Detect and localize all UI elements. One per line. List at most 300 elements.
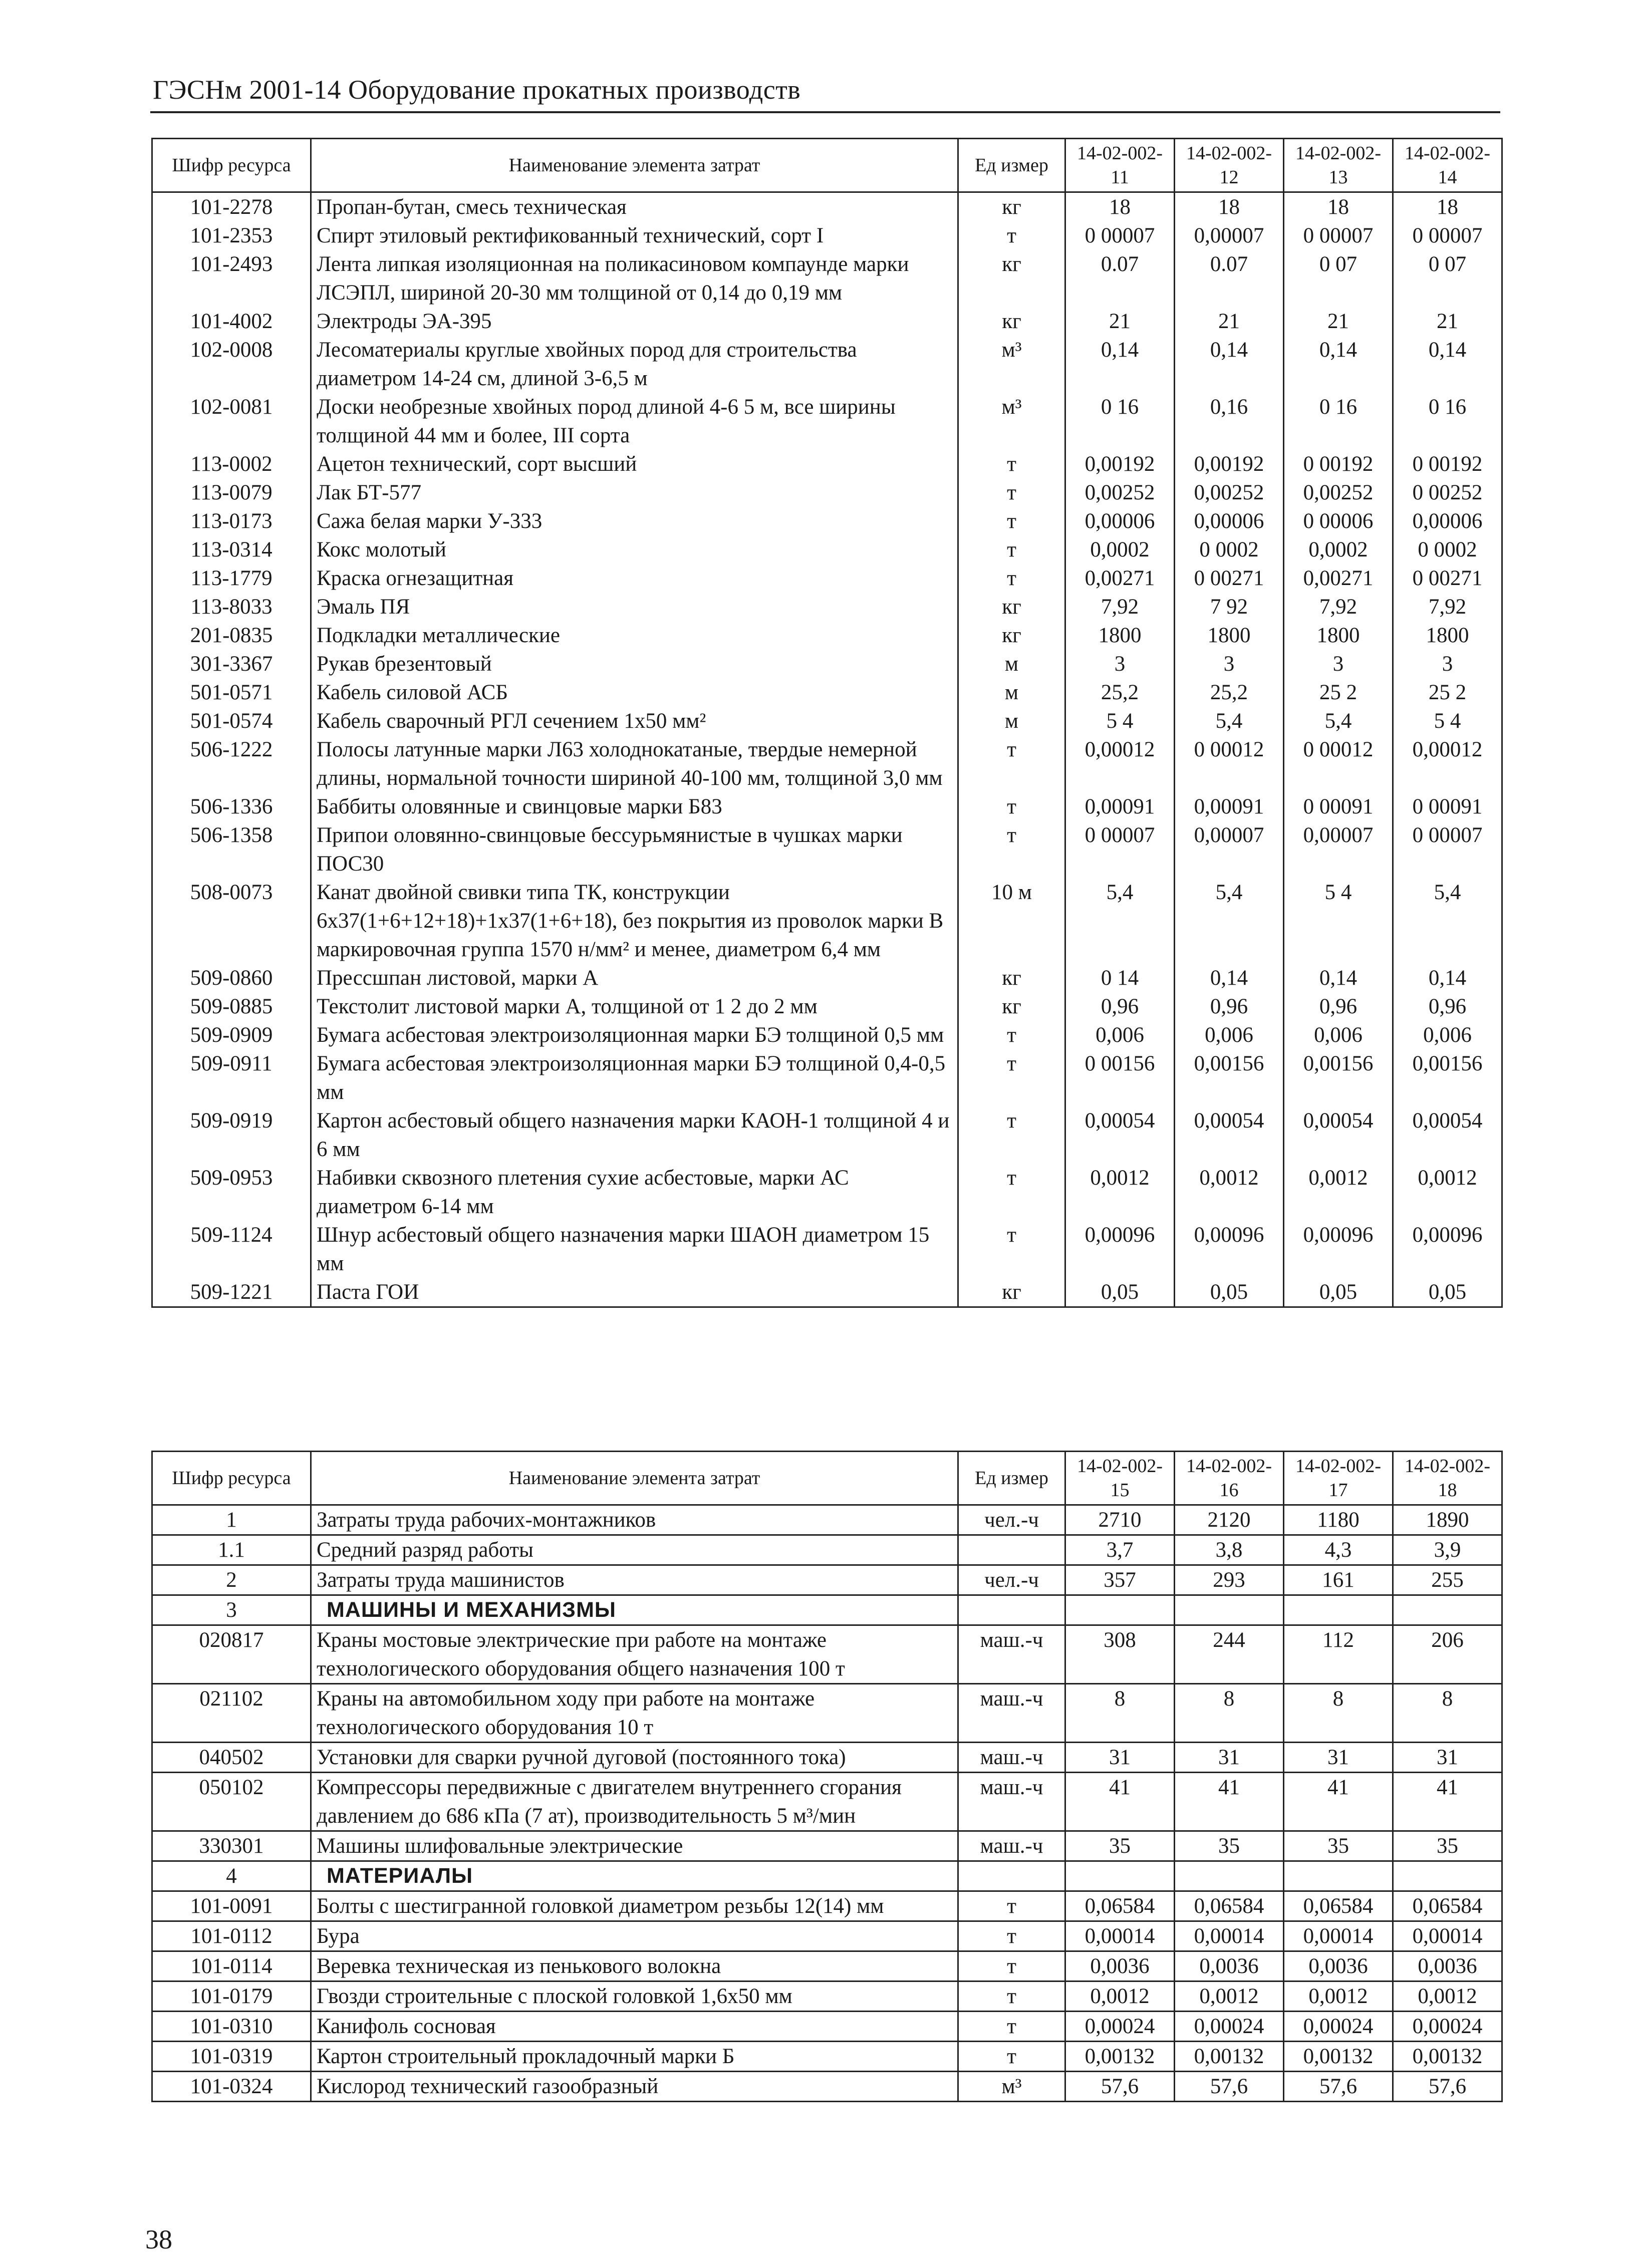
norm-value: 0,00007 [1175,821,1284,878]
col-header-norm-14: 14-02-002-14 [1393,139,1502,192]
norm-value: 18 [1393,192,1502,222]
resource-code: 501-0571 [152,678,311,707]
resource-name: Болты с шестигранной головкой диаметром резьбы 12(14) мм [311,1891,958,1921]
table-row [152,1505,1502,1535]
resource-code: 501-0574 [152,707,311,735]
unit-of-measure: т [958,221,1065,250]
norm-value: 0,0012 [1284,1981,1393,2012]
norm-value: 0,00271 [1284,564,1393,593]
resource-code: 113-0079 [152,478,311,507]
unit-of-measure: кг [958,250,1065,307]
resource-name: Краны на автомобильном ходу при работе на монтаже технологического оборудования 10 т [311,1684,958,1743]
resource-name: Краны мостовые электрические при работе на монтаже технологического оборудования общего назначения 100 т [311,1625,958,1684]
norm-value: 0,00132 [1065,2042,1175,2072]
section-row [152,1595,1502,1625]
table-row [152,1951,1502,1981]
table-row [152,450,1502,478]
resource-name: Машины шлифовальные электрические [311,1831,958,1861]
col-header-norm-12: 14-02-002-12 [1175,139,1284,192]
resource-name: Доски необрезные хвойных пород длиной 4-6 5 м, все ширины толщиной 44 мм и более, III сорта [311,393,958,450]
unit-of-measure: т [958,1164,1065,1221]
table-row [152,821,1502,878]
norm-value: 0,00132 [1393,2042,1502,2072]
norm-value: 1800 [1065,621,1175,650]
norm-value: 1800 [1175,621,1284,650]
resource-name: Кислород технический газообразный [311,2072,958,2102]
norm-value: 0 07 [1393,250,1502,307]
resource-code: 508-0073 [152,878,311,964]
unit-of-measure: маш.-ч [958,1831,1065,1861]
norm-value: 0.07 [1175,250,1284,307]
col-header-unit: Ед измер [958,1452,1065,1505]
resource-code: 102-0008 [152,336,311,393]
resource-code: 101-0179 [152,1981,311,2012]
resource-name: Бумага асбестовая электроизоляционная марки БЭ толщиной 0,5 мм [311,1021,958,1049]
unit-of-measure [958,1861,1065,1891]
resource-name: Бура [311,1921,958,1951]
unit-of-measure: т [958,735,1065,792]
norm-value: 0,00132 [1284,2042,1393,2072]
resource-code: 509-0860 [152,964,311,992]
norm-value: 21 [1284,307,1393,336]
norm-value: 0,00096 [1175,1221,1284,1278]
norm-value: 0,0002 [1284,535,1393,564]
norm-value: 0 00007 [1065,221,1175,250]
unit-of-measure: т [958,1951,1065,1981]
table-row [152,221,1502,250]
resource-code: 4 [152,1861,311,1891]
norm-value: 5,4 [1175,878,1284,964]
table-row [152,393,1502,450]
norm-value [1175,1595,1284,1625]
table-row [152,192,1502,222]
norm-value: 35 [1284,1831,1393,1861]
resource-code: 101-0324 [152,2072,311,2102]
unit-of-measure: маш.-ч [958,1743,1065,1773]
col-header-norm-13: 14-02-002-13 [1284,139,1393,192]
resource-code: 101-0114 [152,1951,311,1981]
resource-name: Компрессоры передвижные с двигателем внутреннего сгорания давлением до 686 кПа (7 ат), производительность 5 м³/мин [311,1773,958,1831]
norm-value: 57,6 [1175,2072,1284,2102]
norm-value: 0,00007 [1284,821,1393,878]
resource-name: Установки для сварки ручной дуговой (постоянного тока) [311,1743,958,1773]
norm-value: 0,96 [1175,992,1284,1021]
resource-name: Баббиты оловянные и свинцовые марки Б83 [311,792,958,821]
unit-of-measure: м [958,707,1065,735]
norm-value: 0 00271 [1175,564,1284,593]
norm-value: 0 00091 [1284,792,1393,821]
norm-value: 0 00007 [1065,821,1175,878]
norm-value [1284,1861,1393,1891]
norm-value: 8 [1065,1684,1175,1743]
norm-value: 0,00192 [1175,450,1284,478]
norm-value: 0,16 [1175,393,1284,450]
norm-value: 0,00054 [1393,1106,1502,1164]
unit-of-measure: кг [958,593,1065,621]
norm-value: 41 [1175,1773,1284,1831]
norm-value: 35 [1065,1831,1175,1861]
col-header-norm-17: 14-02-002-17 [1284,1452,1393,1505]
norm-value: 112 [1284,1625,1393,1684]
table-row [152,1625,1502,1684]
resource-code: 2 [152,1565,311,1595]
norm-value: 8 [1284,1684,1393,1743]
table-row [152,707,1502,735]
table-row [152,535,1502,564]
norm-value: 1890 [1393,1505,1502,1535]
resource-name: Веревка техническая из пенькового волокна [311,1951,958,1981]
unit-of-measure: т [958,535,1065,564]
table-row [152,1684,1502,1743]
norm-value: 0 00271 [1393,564,1502,593]
unit-of-measure: кг [958,1278,1065,1307]
norm-value: 0 00007 [1393,221,1502,250]
unit-of-measure: м³ [958,2072,1065,2102]
norm-value: 0 00007 [1284,221,1393,250]
resource-name: Текстолит листовой марки А, толщиной от 1 2 до 2 мм [311,992,958,1021]
norm-value: 0 16 [1393,393,1502,450]
norm-value: 0,06584 [1065,1891,1175,1921]
norm-value: 0,00096 [1284,1221,1393,1278]
norm-value: 41 [1284,1773,1393,1831]
page-number: 38 [145,2224,172,2254]
resource-table-main [151,138,1503,1308]
resource-name: Прессшпан листовой, марки А [311,964,958,992]
resource-name: Затраты труда рабочих-монтажников [311,1505,958,1535]
unit-of-measure: т [958,1221,1065,1278]
resource-code: 113-0173 [152,507,311,535]
unit-of-measure: кг [958,992,1065,1021]
unit-of-measure [958,1535,1065,1565]
norm-value: 0,006 [1175,1021,1284,1049]
norm-value: 0,06584 [1393,1891,1502,1921]
norm-value: 0,14 [1393,964,1502,992]
table-row [152,1891,1502,1921]
unit-of-measure [958,1595,1065,1625]
resource-code: 1 [152,1505,311,1535]
norm-value: 0,00252 [1284,478,1393,507]
norm-value: 0.07 [1065,250,1175,307]
page-header: ГЭСНм 2001-14 Оборудование прокатных производств [153,75,801,105]
norm-value: 0 16 [1065,393,1175,450]
norm-value: 7,92 [1393,593,1502,621]
norm-value: 0,00054 [1175,1106,1284,1164]
unit-of-measure: т [958,1921,1065,1951]
norm-value: 0,0002 [1065,535,1175,564]
col-header-norm-18: 14-02-002-18 [1393,1452,1502,1505]
table-row [152,992,1502,1021]
unit-of-measure: маш.-ч [958,1625,1065,1684]
table-row [152,593,1502,621]
norm-value: 31 [1175,1743,1284,1773]
norm-value: 0,00096 [1065,1221,1175,1278]
resource-code: 021102 [152,1684,311,1743]
norm-value: 0,0012 [1393,1981,1502,2012]
norm-value [1065,1595,1175,1625]
resource-name: Кабель сварочный РГЛ сечением 1х50 мм² [311,707,958,735]
norm-value: 0,00012 [1393,735,1502,792]
resource-name: МАШИНЫ И МЕХАНИЗМЫ [311,1595,958,1625]
norm-value: 244 [1175,1625,1284,1684]
norm-value: 0,00014 [1393,1921,1502,1951]
norm-value: 1800 [1284,621,1393,650]
norm-value: 0 00012 [1175,735,1284,792]
table-row [152,1221,1502,1278]
col-header-norm-15: 14-02-002-15 [1065,1452,1175,1505]
unit-of-measure: т [958,564,1065,593]
norm-value: 1180 [1284,1505,1393,1535]
resource-code: 509-0911 [152,1049,311,1106]
resource-code: 101-0310 [152,2012,311,2042]
norm-value: 0,14 [1393,336,1502,393]
col-header-name: Наименование элемента затрат [311,1452,958,1505]
norm-value: 5 4 [1284,878,1393,964]
table-row [152,1773,1502,1831]
resource-name: Картон строительный прокладочный марки Б [311,2042,958,2072]
col-header-norm-16: 14-02-002-16 [1175,1452,1284,1505]
norm-value: 0,00012 [1065,735,1175,792]
table-header-row [152,139,1502,192]
resource-name: Бумага асбестовая электроизоляционная марки БЭ толщиной 0,4-0,5 мм [311,1049,958,1106]
table-row [152,1049,1502,1106]
norm-value: 57,6 [1393,2072,1502,2102]
resource-code: 201-0835 [152,621,311,650]
unit-of-measure: чел.-ч [958,1505,1065,1535]
norm-value: 3 [1065,650,1175,678]
resource-code: 509-0919 [152,1106,311,1164]
norm-value: 57,6 [1284,2072,1393,2102]
table-row [152,621,1502,650]
norm-value: 3,9 [1393,1535,1502,1565]
norm-value: 0,00192 [1065,450,1175,478]
unit-of-measure: т [958,1021,1065,1049]
norm-value: 0,06584 [1175,1891,1284,1921]
table-row [152,1743,1502,1773]
norm-value: 4,3 [1284,1535,1393,1565]
resource-code: 050102 [152,1773,311,1831]
norm-value: 18 [1065,192,1175,222]
resource-code: 101-2493 [152,250,311,307]
norm-value: 7,92 [1065,593,1175,621]
table-row [152,250,1502,307]
norm-value: 5,4 [1284,707,1393,735]
unit-of-measure: кг [958,964,1065,992]
col-header-code: Шифр ресурса [152,139,311,192]
table-row [152,1278,1502,1307]
table-row [152,2012,1502,2042]
unit-of-measure: т [958,821,1065,878]
norm-value: 293 [1175,1565,1284,1595]
norm-value: 0,00007 [1175,221,1284,250]
resource-code: 506-1336 [152,792,311,821]
norm-value: 25 2 [1393,678,1502,707]
norm-value: 0 0002 [1393,535,1502,564]
norm-value: 7,92 [1284,593,1393,621]
norm-value: 7 92 [1175,593,1284,621]
norm-value: 41 [1393,1773,1502,1831]
norm-value: 0 14 [1065,964,1175,992]
resource-name: Канифоль сосновая [311,2012,958,2042]
norm-value: 3 [1175,650,1284,678]
table-row [152,1106,1502,1164]
resource-name: Средний разряд работы [311,1535,958,1565]
norm-value: 0,05 [1175,1278,1284,1307]
unit-of-measure: 10 м [958,878,1065,964]
table-row [152,478,1502,507]
col-header-code: Шифр ресурса [152,1452,311,1505]
norm-value: 255 [1393,1565,1502,1595]
norm-value: 0 00192 [1393,450,1502,478]
resource-name: Ацетон технический, сорт высший [311,450,958,478]
unit-of-measure: м [958,678,1065,707]
unit-of-measure: маш.-ч [958,1684,1065,1743]
unit-of-measure: т [958,2012,1065,2042]
norm-value: 0,00096 [1393,1221,1502,1278]
resource-name: Пропан-бутан, смесь техническая [311,192,958,222]
norm-value: 0,05 [1065,1278,1175,1307]
unit-of-measure: т [958,478,1065,507]
norm-value: 0,00252 [1175,478,1284,507]
norm-value: 5 4 [1393,707,1502,735]
norm-value: 0 00156 [1065,1049,1175,1106]
table-body [152,1505,1502,2102]
norm-value: 31 [1065,1743,1175,1773]
norm-value: 0,00156 [1393,1049,1502,1106]
resource-code: 506-1358 [152,821,311,878]
norm-value: 21 [1065,307,1175,336]
norm-value: 3,7 [1065,1535,1175,1565]
resource-name: Лак БТ-577 [311,478,958,507]
norm-value: 0,00014 [1065,1921,1175,1951]
norm-value: 0,06584 [1284,1891,1393,1921]
norm-value: 5,4 [1065,878,1175,964]
norm-value: 2710 [1065,1505,1175,1535]
resource-code: 509-1221 [152,1278,311,1307]
resource-code: 506-1222 [152,735,311,792]
table-row [152,1981,1502,2012]
norm-value: 31 [1393,1743,1502,1773]
resource-name: Лента липкая изоляционная на поликасиновом компаунде марки ЛСЭПЛ, шириной 20-30 мм толщиной от 0,14 до 0,19 мм [311,250,958,307]
unit-of-measure: т [958,450,1065,478]
norm-value: 0,00252 [1065,478,1175,507]
norm-value: 0,00156 [1175,1049,1284,1106]
resource-code: 101-0319 [152,2042,311,2072]
unit-of-measure: т [958,507,1065,535]
resource-name: Краска огнезащитная [311,564,958,593]
col-header-norm-11: 14-02-002-11 [1065,139,1175,192]
col-header-unit: Ед измер [958,139,1065,192]
table-row [152,564,1502,593]
table-row [152,1921,1502,1951]
resource-name: МАТЕРИАЛЫ [311,1861,958,1891]
resource-code: 101-4002 [152,307,311,336]
norm-value: 0,00271 [1065,564,1175,593]
col-header-name: Наименование элемента затрат [311,139,958,192]
norm-value: 5,4 [1175,707,1284,735]
norm-value: 8 [1393,1684,1502,1743]
norm-value: 41 [1065,1773,1175,1831]
resource-name: Полосы латунные марки Л63 холоднокатаные, твердые немерной длины, нормальной точности шириной 40-100 мм, толщиной 3,0 мм [311,735,958,792]
resource-code: 101-0091 [152,1891,311,1921]
norm-value: 0,05 [1393,1278,1502,1307]
norm-value: 0,0012 [1175,1164,1284,1221]
table-row [152,964,1502,992]
norm-value: 3 [1284,650,1393,678]
resource-code: 330301 [152,1831,311,1861]
resource-name: Канат двойной свивки типа ТК, конструкции 6х37(1+6+12+18)+1х37(1+6+18), без покрытия из проволок марки В маркировочная группа 1570 н/мм² и менее, диаметром 6,4 мм [311,878,958,964]
resource-code: 113-8033 [152,593,311,621]
resource-code: 509-0909 [152,1021,311,1049]
norm-value: 0,05 [1284,1278,1393,1307]
unit-of-measure: м [958,650,1065,678]
resource-code: 113-0314 [152,535,311,564]
norm-value: 0,00091 [1175,792,1284,821]
resource-name: Сажа белая марки У-333 [311,507,958,535]
norm-value: 35 [1393,1831,1502,1861]
norm-value: 0,00132 [1175,2042,1284,2072]
norm-value: 0,00006 [1065,507,1175,535]
resource-name: Эмаль ПЯ [311,593,958,621]
resource-name: Припои оловянно-свинцовые бессурьмянистые в чушках марки ПОС30 [311,821,958,878]
norm-value: 0,00156 [1284,1049,1393,1106]
norm-value: 5,4 [1393,878,1502,964]
norm-value: 357 [1065,1565,1175,1595]
resource-code: 113-1779 [152,564,311,593]
norm-value: 0 00192 [1284,450,1393,478]
norm-value: 8 [1175,1684,1284,1743]
resource-name: Паста ГОИ [311,1278,958,1307]
norm-value: 2120 [1175,1505,1284,1535]
resource-code: 509-0953 [152,1164,311,1221]
unit-of-measure: т [958,2042,1065,2072]
norm-value: 18 [1284,192,1393,222]
resource-code: 040502 [152,1743,311,1773]
norm-value: 0,0012 [1065,1981,1175,2012]
resource-name: Рукав брезентовый [311,650,958,678]
norm-value: 0 00006 [1284,507,1393,535]
norm-value: 31 [1284,1743,1393,1773]
unit-of-measure: т [958,1049,1065,1106]
norm-value: 57,6 [1065,2072,1175,2102]
norm-value: 0 00091 [1393,792,1502,821]
resource-code: 509-1124 [152,1221,311,1278]
norm-value: 0,0036 [1175,1951,1284,1981]
resource-name: Кокс молотый [311,535,958,564]
table-row [152,650,1502,678]
table-row [152,507,1502,535]
norm-value: 0 00012 [1284,735,1393,792]
resource-name: Спирт этиловый ректификованный технический, сорт I [311,221,958,250]
norm-value: 0,14 [1065,336,1175,393]
resource-code: 020817 [152,1625,311,1684]
unit-of-measure: маш.-ч [958,1773,1065,1831]
unit-of-measure: т [958,1981,1065,2012]
resource-name: Затраты труда машинистов [311,1565,958,1595]
resource-name: Гвозди строительные с плоской головкой 1,6х50 мм [311,1981,958,2012]
norm-value: 0 0002 [1175,535,1284,564]
resource-code: 301-3367 [152,650,311,678]
norm-value: 161 [1284,1565,1393,1595]
resource-name: Картон асбестовый общего назначения марки КАОН-1 толщиной 4 и 6 мм [311,1106,958,1164]
norm-value: 18 [1175,192,1284,222]
norm-value [1393,1861,1502,1891]
norm-value: 0,0036 [1065,1951,1175,1981]
norm-value: 3,8 [1175,1535,1284,1565]
norm-value: 0 00007 [1393,821,1502,878]
norm-value: 0,00014 [1284,1921,1393,1951]
norm-value: 0,0012 [1284,1164,1393,1221]
unit-of-measure: т [958,1891,1065,1921]
